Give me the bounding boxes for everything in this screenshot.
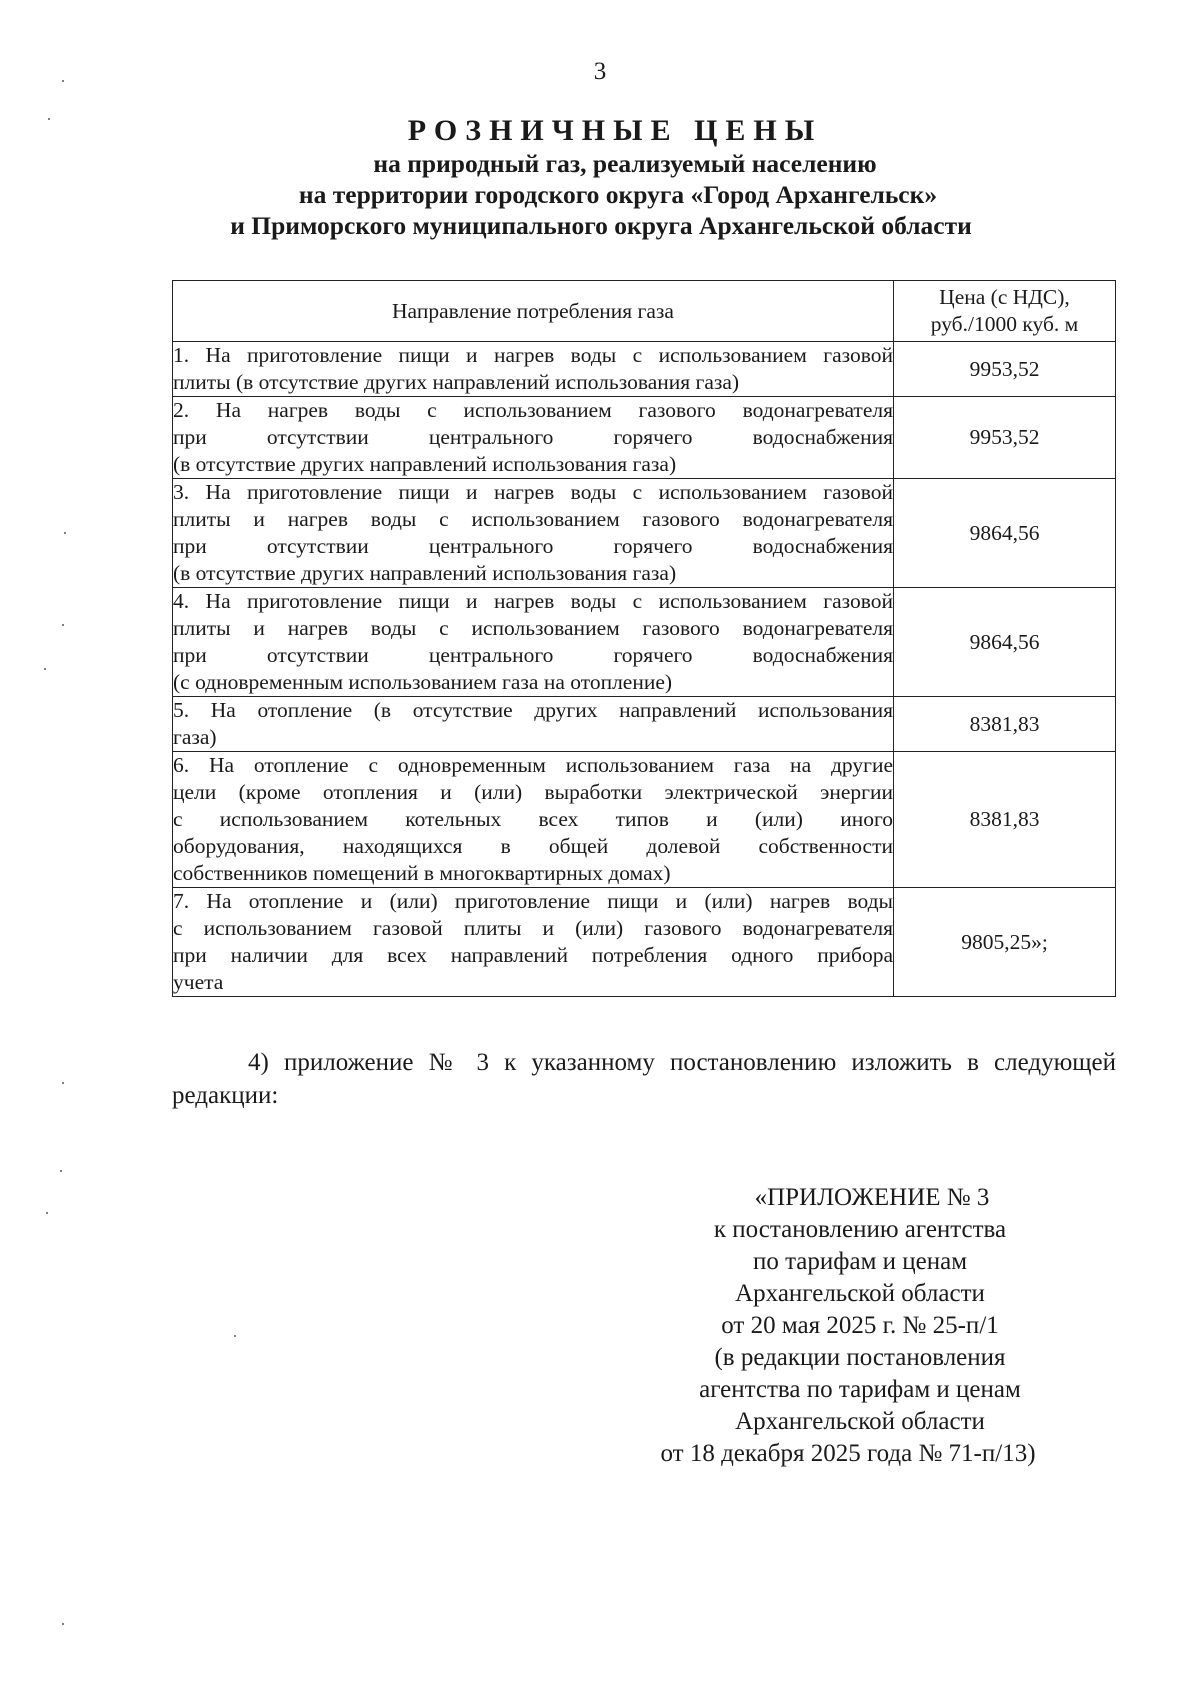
scan-speck	[62, 624, 64, 626]
table-row	[173, 888, 1116, 997]
paragraph-line-2: редакции:	[172, 1082, 279, 1109]
amendment-paragraph	[172, 1046, 1116, 1112]
row-description	[173, 888, 894, 997]
scan-speck	[62, 1623, 64, 1625]
title-main: РОЗНИЧНЫЕ ЦЕНЫ	[407, 114, 823, 147]
row-price: 9864,56	[894, 479, 1116, 588]
table-row	[173, 342, 1116, 397]
row-line: 4. На приготовление пищи и нагрев воды с использованием газовой	[173, 589, 893, 613]
row-line: при отсутствии центрального горячего водоснабжения	[173, 425, 893, 449]
paragraph-line-1: 4) приложение № 3 к указанному постановлению изложить в следующей	[248, 1049, 1116, 1076]
row-line: плиты и нагрев воды с использованием газового водонагревателя	[173, 507, 893, 531]
row-price: 9805,25»;	[894, 888, 1116, 997]
table-header-row	[173, 281, 1116, 342]
row-description	[173, 588, 894, 697]
row-line: при отсутствии центрального горячего водоснабжения	[173, 534, 893, 558]
row-line: учета	[173, 970, 224, 994]
row-line: 1. На приготовление пищи и нагрев воды с использованием газовой	[173, 343, 893, 367]
title-line-1: на природный газ, реализуемый населению	[373, 149, 877, 178]
row-line: 5. На отопление (в отсутствие других направлений использования	[173, 698, 893, 722]
table-row	[173, 479, 1116, 588]
header-price-line-2: руб./1000 куб. м	[930, 312, 1079, 336]
appendix-line: Архангельской области	[735, 1408, 985, 1435]
row-line: 2. На нагрев воды с использованием газового водонагревателя	[173, 398, 893, 422]
appendix-header	[640, 1182, 1080, 1470]
row-description	[173, 397, 894, 479]
row-line: (с одновременным использованием газа на отопление)	[173, 670, 673, 694]
row-line: плиты (в отсутствие других направлений использования газа)	[173, 370, 740, 394]
row-line: при отсутствии центрального горячего водоснабжения	[173, 643, 893, 667]
page-number: 3	[593, 58, 607, 85]
row-line: (в отсутствие других направлений использования газа)	[173, 561, 677, 585]
row-line: (в отсутствие других направлений использования газа)	[173, 452, 677, 476]
row-line: цели (кроме отопления и (или) выработки электрической энергии	[173, 780, 893, 804]
row-line: 7. На отопление и (или) приготовление пищи и (или) нагрев воды	[173, 889, 893, 913]
scan-speck	[46, 1212, 48, 1214]
row-line: газа)	[173, 725, 217, 749]
header-direction: Направление потребления газа	[173, 281, 894, 342]
appendix-line: от 20 мая 2025 г. № 25-п/1	[721, 1312, 999, 1339]
table-row	[173, 588, 1116, 697]
title-line-2: на территории городского округа «Город Архангельск»	[298, 180, 938, 209]
row-line: 3. На приготовление пищи и нагрев воды с использованием газовой	[173, 480, 893, 504]
row-description	[173, 479, 894, 588]
title-line-3: и Приморского муниципального округа Архангельской области	[230, 211, 972, 240]
appendix-line: к постановлению агентства	[713, 1216, 1007, 1243]
appendix-line: Архангельской области	[735, 1280, 985, 1307]
row-description	[173, 752, 894, 888]
row-price: 9864,56	[894, 588, 1116, 697]
row-line: с использованием котельных всех типов и (или) иного	[173, 807, 893, 831]
appendix-line: (в редакции постановления	[714, 1344, 1006, 1371]
table-row	[173, 397, 1116, 479]
scan-speck	[64, 532, 66, 534]
row-price: 8381,83	[894, 697, 1116, 752]
table-row	[173, 752, 1116, 888]
row-line: плиты и нагрев воды с использованием газового водонагревателя	[173, 616, 893, 640]
row-price: 9953,52	[894, 397, 1116, 479]
row-line: 6. На отопление с одновременным использованием газа на другие	[173, 753, 893, 777]
scan-speck	[62, 80, 64, 82]
appendix-line: агентства по тарифам и ценам	[699, 1376, 1021, 1403]
row-description	[173, 342, 894, 397]
scan-speck	[44, 668, 46, 670]
row-description	[173, 697, 894, 752]
appendix-line: от 18 декабря 2025 года № 71-п/13)	[660, 1440, 1036, 1467]
scan-speck	[60, 1170, 62, 1172]
document-title	[0, 114, 1200, 241]
scan-speck	[48, 118, 50, 120]
row-line: собственников помещений в многоквартирных домах)	[173, 861, 671, 885]
table-row	[173, 697, 1116, 752]
appendix-line: по тарифам и ценам	[752, 1248, 968, 1275]
row-line: с использованием газовой плиты и (или) газового водонагревателя	[173, 916, 893, 940]
header-price	[894, 281, 1116, 342]
row-price: 9953,52	[894, 342, 1116, 397]
price-table	[172, 280, 1116, 997]
row-line: при наличии для всех направлений потребления одного прибора	[173, 943, 893, 967]
row-price: 8381,83	[894, 752, 1116, 888]
scan-speck	[234, 1335, 236, 1337]
scan-speck	[62, 1082, 64, 1084]
appendix-line: «ПРИЛОЖЕНИЕ № 3	[754, 1184, 990, 1211]
row-line: оборудования, находящихся в общей долевой собственности	[173, 834, 893, 858]
header-price-line-1: Цена (с НДС),	[939, 285, 1070, 309]
